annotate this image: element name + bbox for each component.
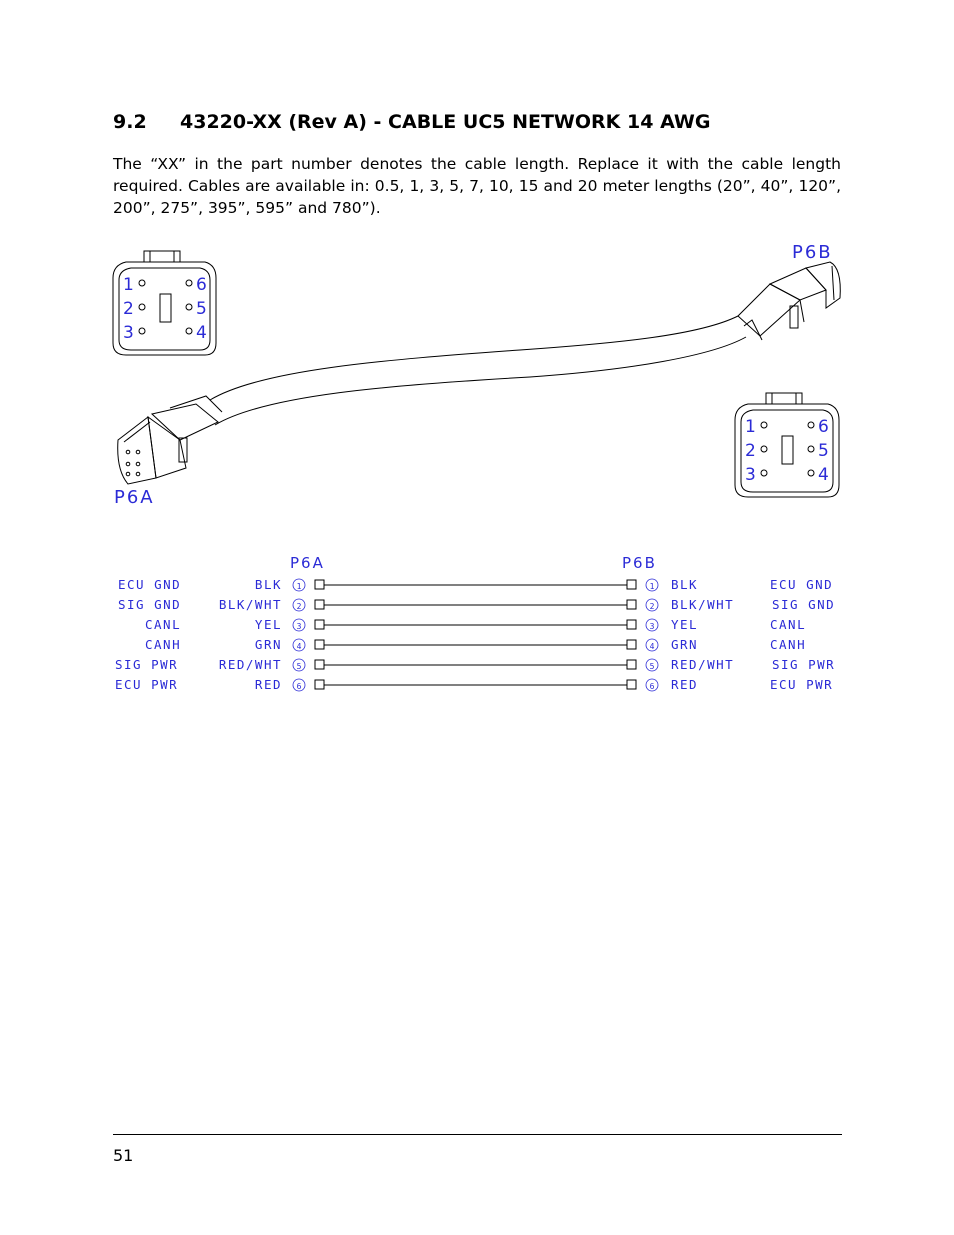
color-a-1: BLK — [254, 577, 282, 592]
face-right-pin-1: 1 — [745, 417, 756, 437]
signal-a-4: CANH — [145, 637, 182, 652]
pin-a-4: 4 — [296, 642, 302, 651]
pin-b-1: 1 — [649, 582, 655, 591]
pin-a-3: 3 — [296, 622, 302, 631]
pin-b-2: 2 — [649, 602, 655, 611]
pin-a-1: 1 — [296, 582, 302, 591]
pin-a-5: 5 — [296, 662, 302, 671]
color-b-4: GRN — [671, 637, 699, 652]
section-number: 9.2 — [113, 111, 147, 133]
color-a-4: GRN — [254, 637, 282, 652]
plug-p6b — [738, 262, 840, 340]
color-a-5: RED/WHT — [218, 657, 282, 672]
color-b-1: BLK — [671, 577, 699, 592]
footer-divider — [113, 1134, 842, 1135]
signal-b-2: SIG GND — [772, 597, 836, 612]
pin-a-2: 2 — [296, 602, 302, 611]
signal-b-4: CANH — [770, 637, 807, 652]
signal-a-1: ECU GND — [118, 577, 182, 592]
signal-a-3: CANL — [145, 617, 182, 632]
face-left-pin-5: 5 — [196, 299, 207, 319]
face-right-pin-2: 2 — [745, 441, 756, 461]
pin-a-6: 6 — [296, 682, 302, 691]
pin-b-5: 5 — [649, 662, 655, 671]
signal-b-5: SIG PWR — [772, 657, 836, 672]
color-a-3: YEL — [254, 617, 282, 632]
wire-row — [118, 597, 835, 612]
wiring-header-p6a: P6A — [290, 554, 325, 572]
face-right-pin-5: 5 — [818, 441, 829, 461]
drawing-label-p6b: P6B — [792, 242, 833, 263]
signal-b-1: ECU GND — [770, 577, 834, 592]
page-number: 51 — [113, 1146, 134, 1165]
pin-b-4: 4 — [649, 642, 655, 651]
face-left-pin-3: 3 — [123, 323, 134, 343]
face-left-pin-2: 2 — [123, 299, 134, 319]
color-b-2: BLK/WHT — [671, 597, 735, 612]
drawing-label-p6a: P6A — [114, 487, 155, 508]
face-right-pin-3: 3 — [745, 465, 756, 485]
signal-a-2: SIG GND — [118, 597, 182, 612]
face-right-pin-4: 4 — [818, 465, 829, 485]
plug-p6a — [118, 396, 222, 484]
color-a-6: RED — [254, 677, 282, 692]
face-left-pin-4: 4 — [196, 323, 207, 343]
signal-b-6: ECU PWR — [770, 677, 834, 692]
wire-row — [115, 677, 833, 692]
signal-b-3: CANL — [770, 617, 807, 632]
wiring-header-p6b: P6B — [622, 554, 657, 572]
pin-b-6: 6 — [649, 682, 655, 691]
face-left-pin-6: 6 — [196, 275, 207, 295]
section-paragraph: The “XX” in the part number denotes the cable length. Replace it with the cable length required. Cables are available in: 0.5, 1, 3, 5, 7, 10, 15 and 20 meter lengths (20”, 40”, 120”, 200”, 275”, 395”, 595” and 780”). — [113, 155, 841, 217]
color-b-6: RED — [671, 677, 699, 692]
color-b-3: YEL — [671, 617, 699, 632]
section-title: 43220-XX (Rev A) - CABLE UC5 NETWORK 14 AWG — [180, 111, 711, 133]
pin-b-3: 3 — [649, 622, 655, 631]
wire-row — [118, 577, 833, 592]
color-a-2: BLK/WHT — [218, 597, 282, 612]
wire-row — [145, 617, 806, 632]
face-left-pin-1: 1 — [123, 275, 134, 295]
color-b-5: RED/WHT — [671, 657, 735, 672]
signal-a-5: SIG PWR — [115, 657, 179, 672]
face-right-pin-6: 6 — [818, 417, 829, 437]
signal-a-6: ECU PWR — [115, 677, 179, 692]
cable-body — [210, 316, 746, 425]
wire-row — [115, 657, 835, 672]
wire-row — [145, 637, 806, 652]
